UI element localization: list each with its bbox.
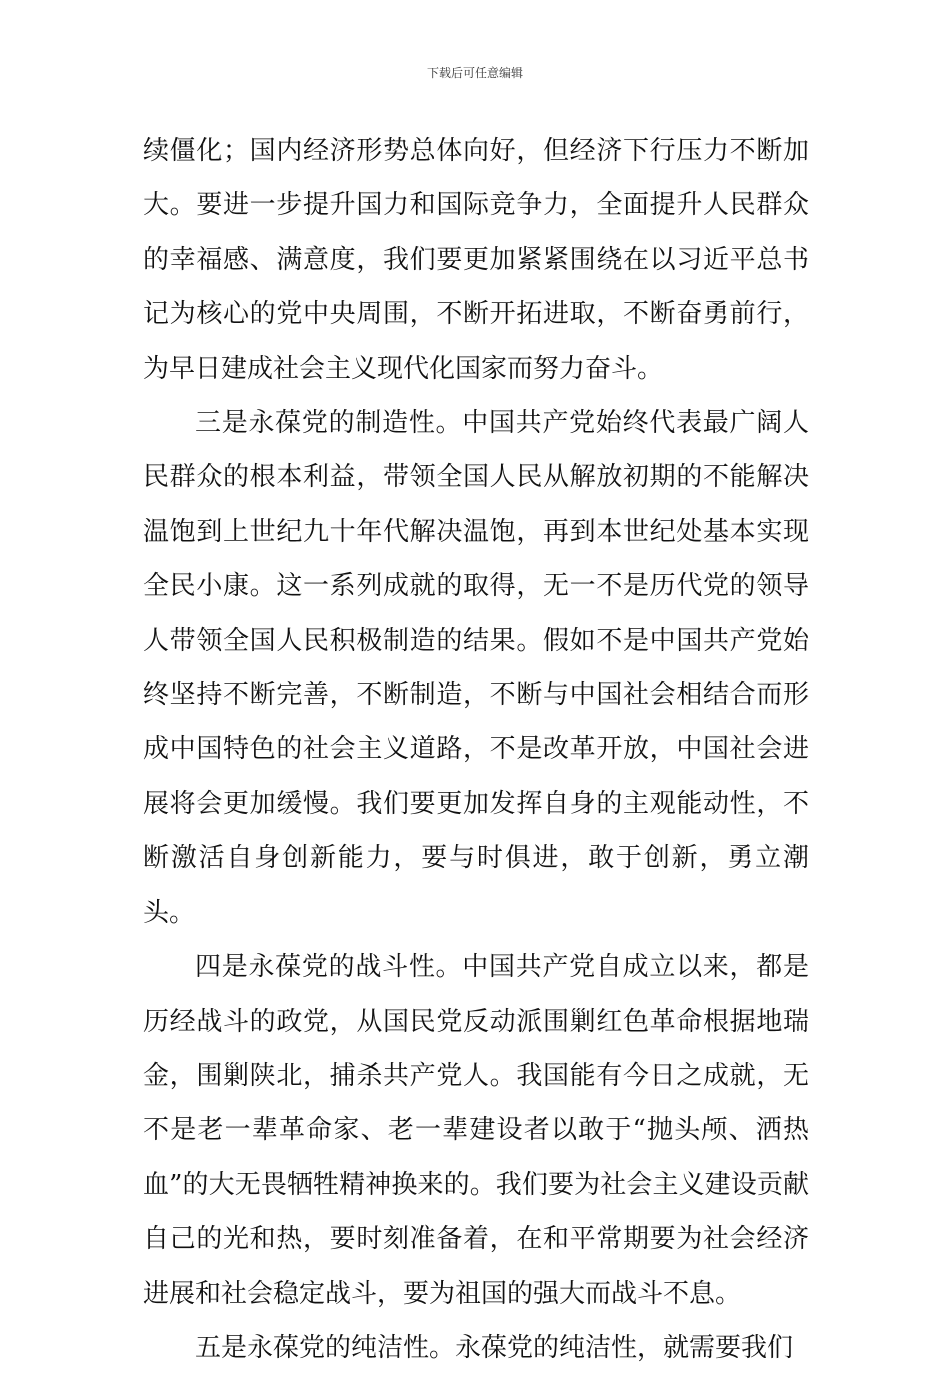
paragraph-continuation: 续僵化；国内经济形势总体向好，但经济下行压力不断加大。要进一步提升国力和国际竞争力，全面提升人民群众的幸福感、满意度，我们要更加紧紧围绕在以习近平总书记为核心的党中央周围，不断开拓进取，不断奋勇前行，为早日建成社会主义现代化国家而努力奋斗。 — [143, 136, 809, 384]
page-header: 下载后可任意编辑 — [426, 66, 523, 80]
document-body — [143, 124, 809, 1375]
paragraph-point-three: 三是永葆党的制造性。中国共产党始终代表最广阔人民群众的根本利益，带领全国人民从解放初期的不能解决温饱到上世纪九十年代解决温饱，再到本世纪处基本实现全民小康。这一系列成就的取得，无一不是历代党的领导人带领全国人民积极制造的结果。假如不是中国共产党始终坚持不断完善，不断制造，不断与中国社会相结合而形成中国特色的社会主义道路，不是改革开放，中国社会进展将会更加缓慢。我们要更加发挥自身的主观能动性，不断激活自身创新能力，要与时俱进，敢于创新，勇立潮头。 — [143, 408, 809, 928]
paragraph-point-four: 四是永葆党的战斗性。中国共产党自成立以来，都是历经战斗的政党，从国民党反动派围剿红色革命根据地瑞金，围剿陕北，捕杀共产党人。我国能有今日之成就，无不是老一辈革命家、老一辈建设者以敢于“抛头颅、洒热血”的大无畏牺牲精神换来的。我们要为社会主义建设贡献自己的光和热，要时刻准备着，在和平常期要为社会经济进展和社会稳定战斗，要为祖国的强大而战斗不息。 — [143, 952, 809, 1309]
paragraph-point-five: 五是永葆党的纯洁性。永葆党的纯洁性，就需要我们 — [195, 1332, 794, 1363]
